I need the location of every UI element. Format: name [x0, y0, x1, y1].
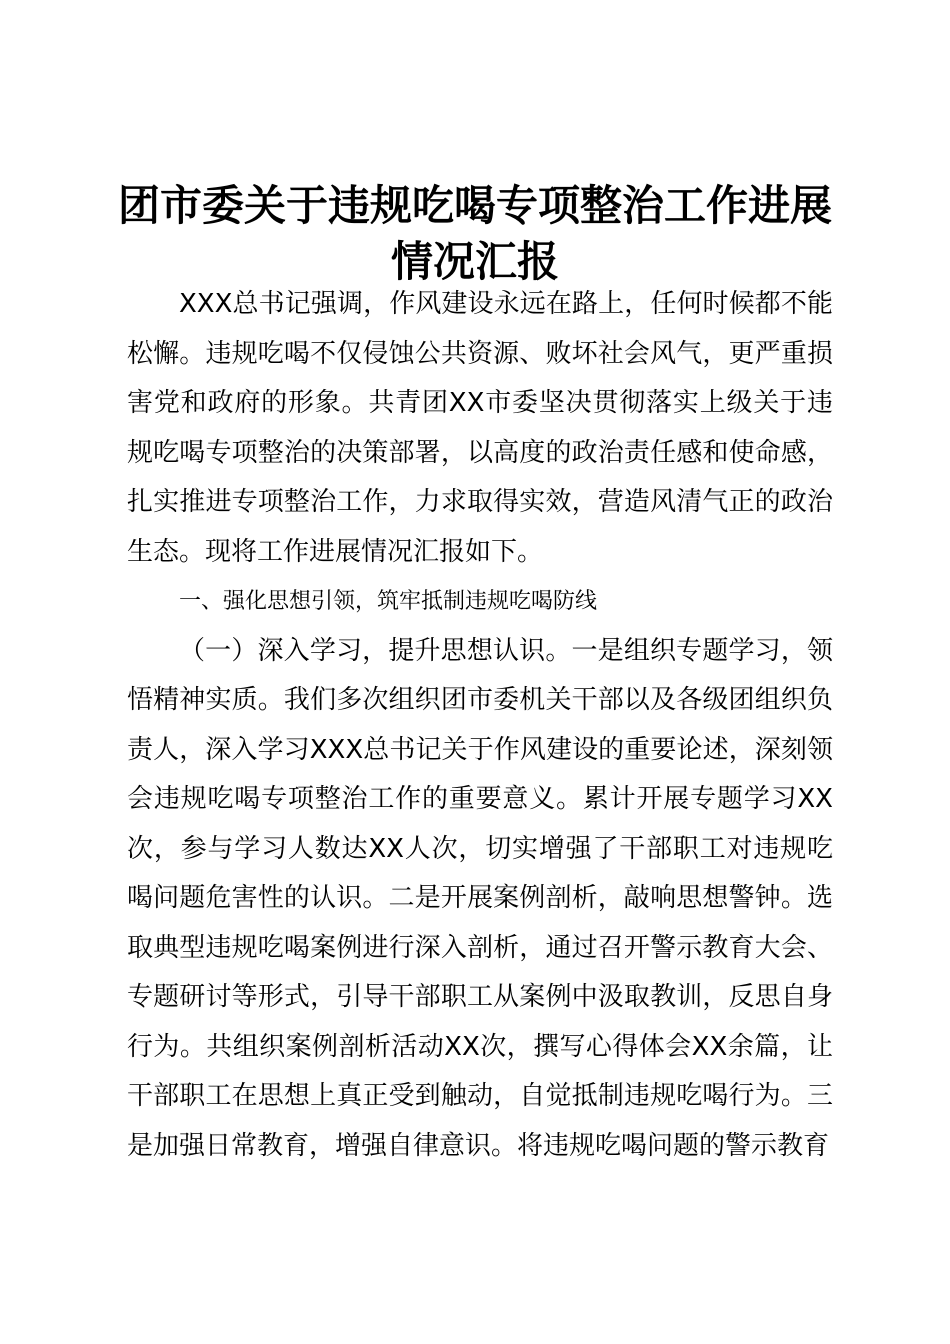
document-body — [127, 280, 833, 1171]
intro-paragraph: XXX总书记强调，作风建设永远在路上，任何时候都不能松懈。违规吃喝不仅侵蚀公共资源、败坏社会风气，更严重损害党和政府的形象。共青团XX市委坚决贯彻落实上级关于违规吃喝专项整治的决策部署，以高度的政治责任感和使命感，扎实推进专项整治工作，力求取得实效，营造风清气正的政治生态。现将工作进展情况汇报如下。 — [127, 289, 833, 567]
section-paragraph: （一）深入学习，提升思想认识。一是组织专题学习，领悟精神实质。我们多次组织团市委机关干部以及各级团组织负责人，深入学习XXX总书记关于作风建设的重要论述，深刻领会违规吃喝专项整治工作的重要意义。累计开展专题学习XX次，参与学习人数达XX人次，切实增强了干部职工对违规吃喝问题危害性的认识。二是开展案例剖析，敲响思想警钟。选取典型违规吃喝案例进行深入剖析，通过召开警示教育大会、专题研讨等形式，引导干部职工从案例中汲取教训，反思自身行为。共组织案例剖析活动XX次，撰写心得体会XX余篇，让干部职工在思想上真正受到触动，自觉抵制违规吃喝行为。三是加强日常教育，增强自律意识。将违规吃喝问题的警示教育 — [127, 635, 833, 1161]
section-heading: 一、强化思想引领，筑牢抵制违规吃喝防线 — [179, 589, 598, 614]
document-title: 团市委关于违规吃喝专项整治工作进展情况汇报 — [117, 181, 832, 286]
